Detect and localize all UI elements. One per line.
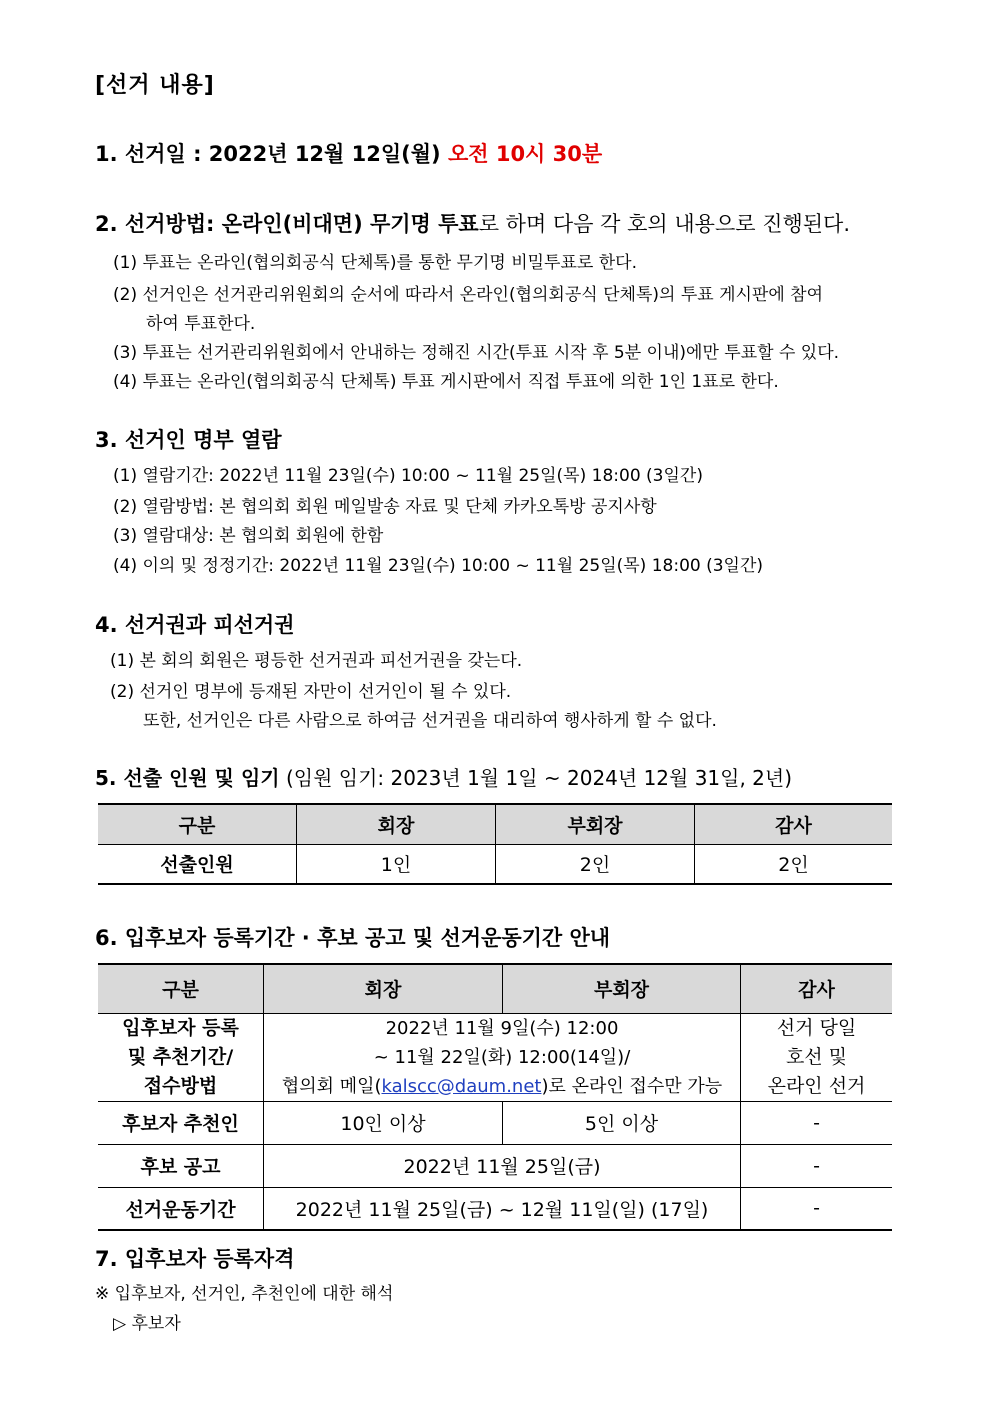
row-label-campaign: 선거운동기간 [98, 1187, 264, 1230]
section-7-note: ※ 입후보자, 선거인, 추천인에 대한 해석 [95, 1284, 394, 1304]
col-header-auditor: 감사 [741, 964, 893, 1013]
document-title: [선거 내용] [95, 73, 215, 98]
section-3-item: (2) 열람방법: 본 협의회 회원 메일발송 자료 및 단체 카카오톡방 공지사항 [113, 497, 657, 517]
table-row [98, 1144, 892, 1187]
email-link[interactable]: kalscc@daum.net [381, 1075, 542, 1097]
section-2-item: (3) 투표는 선거관리위원회에서 안내하는 정해진 시간(투표 시작 후 5분 이내)에만 투표할 수 있다. [113, 343, 840, 363]
section-4-item: (1) 본 회의 회원은 평등한 선거권과 피선거권을 갖는다. [110, 651, 523, 671]
row-label-recommenders: 후보자 추천인 [98, 1101, 264, 1144]
section-1-heading [95, 138, 602, 168]
election-date-label: 1. 선거일 : 2022년 12월 12일(월) [95, 142, 441, 166]
section-2-heading-rest: 로 하며 다음 각 호의 내용으로 진행된다. [478, 212, 851, 236]
cell-auditor-recommenders: - [741, 1101, 893, 1144]
section-3-heading: 3. 선거인 명부 열람 [95, 428, 282, 452]
term-info: (임원 임기: 2023년 1월 1일 ~ 2024년 12월 31일, 2년) [285, 766, 793, 790]
cell-auditor-notice: - [741, 1144, 893, 1187]
col-header-president: 회장 [297, 804, 496, 844]
row-label-notice: 후보 공고 [98, 1144, 264, 1187]
section-3-item: (1) 열람기간: 2022년 11월 23일(수) 10:00 ~ 11월 25일(목) 18:00 (3일간) [113, 466, 703, 486]
section-7-heading: 7. 입후보자 등록자격 [95, 1247, 295, 1271]
section-2-item-continued: 하여 투표한다. [146, 314, 256, 334]
cell-president-recommenders: 10인 이상 [264, 1101, 503, 1144]
col-header-president: 회장 [264, 964, 503, 1013]
cell-registration-period: 2022년 11월 9일(수) 12:00 ~ 11월 22일(화) 12:00(14일)/ 협의회 메일(kalscc@daum.net)로 온라인 접수만 가능 [264, 1013, 741, 1101]
cell-campaign-period: 2022년 11월 25일(금) ~ 12월 11일(일) (17일) [264, 1187, 741, 1230]
cell-president-seats: 1인 [297, 844, 496, 884]
section-2-heading-bold: 2. 선거방법: 온라인(비대면) 무기명 투표 [95, 212, 479, 236]
col-header-category: 구분 [98, 804, 297, 844]
col-header-vice-president: 부회장 [496, 804, 695, 844]
table-header-row [98, 964, 892, 1013]
table-row [98, 1013, 892, 1101]
cell-auditor-election: 선거 당일 호선 및 온라인 선거 [741, 1013, 893, 1101]
election-time: 오전 10시 30분 [447, 142, 603, 166]
cell-vice-president-seats: 2인 [496, 844, 695, 884]
section-2-item: (1) 투표는 온라인(협의회공식 단체톡)를 통한 무기명 비밀투표로 한다. [113, 253, 637, 273]
section-6-heading: 6. 입후보자 등록기간 · 후보 공고 및 선거운동기간 안내 [95, 926, 611, 950]
table-row [98, 1187, 892, 1230]
cell-auditor-seats: 2인 [778, 854, 809, 877]
row-label-seats: 선출인원 [98, 844, 297, 884]
section-4-item-continued: 또한, 선거인은 다른 사람으로 하여금 선거권을 대리하여 행사하게 할 수 없다. [143, 711, 717, 731]
section-3-item: (4) 이의 및 정정기간: 2022년 11월 23일(수) 10:00 ~ 11월 25일(목) 18:00 (3일간) [113, 556, 764, 576]
section-4-heading: 4. 선거권과 피선거권 [95, 613, 295, 637]
section-4-item: (2) 선거인 명부에 등재된 자만이 선거인이 될 수 있다. [110, 682, 512, 702]
cell-notice-date: 2022년 11월 25일(금) [264, 1144, 741, 1187]
section-7-subitem: ▷ 후보자 [113, 1314, 181, 1334]
table-header-row [98, 804, 892, 844]
election-seats-table [98, 803, 892, 885]
table-row [98, 1101, 892, 1144]
cell-vice-president-recommenders: 5인 이상 [503, 1101, 741, 1144]
section-2-heading [95, 208, 850, 238]
cell-auditor-campaign: - [813, 1197, 820, 1220]
section-5-heading [95, 762, 792, 791]
col-header-vice-president: 부회장 [503, 964, 741, 1013]
col-header-category: 구분 [98, 964, 264, 1013]
section-3-item: (3) 열람대상: 본 협의회 회원에 한함 [113, 526, 384, 546]
section-2-item: (4) 투표는 온라인(협의회공식 단체톡) 투표 게시판에서 직접 투표에 의한 1인 1표로 한다. [113, 372, 779, 392]
col-header-auditor: 감사 [695, 804, 893, 844]
section-5-heading-bold: 5. 선출 인원 및 임기 [95, 766, 280, 790]
registration-schedule-table [98, 963, 892, 1231]
row-label-registration: 입후보자 등록 및 추천기간/ 접수방법 [98, 1013, 264, 1101]
section-2-item: (2) 선거인은 선거관리위원회의 순서에 따라서 온라인(협의회공식 단체톡)의 투표 게시판에 참여 [113, 285, 824, 305]
table-row [98, 844, 892, 884]
